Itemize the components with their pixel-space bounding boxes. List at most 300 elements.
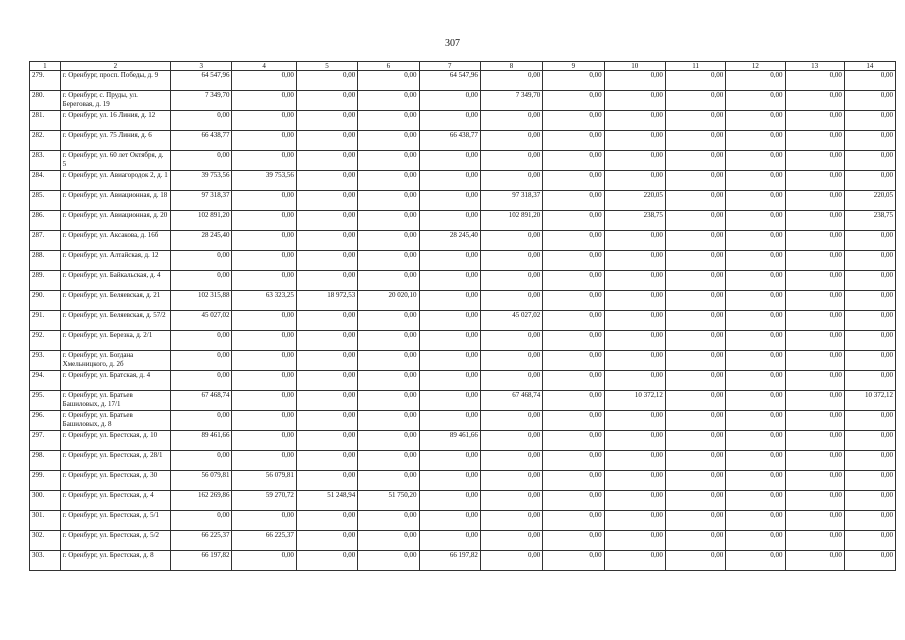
row-number: 288. (30, 251, 61, 271)
value-cell: 66 438,77 (419, 131, 480, 151)
value-cell: 0,00 (543, 291, 604, 311)
value-cell: 97 318,37 (480, 191, 542, 211)
value-cell: 0,00 (232, 331, 296, 351)
value-cell: 0,00 (296, 371, 357, 391)
column-header: 4 (232, 62, 296, 71)
value-cell: 0,00 (604, 291, 665, 311)
value-cell: 0,00 (665, 511, 725, 531)
value-cell: 0,00 (171, 331, 232, 351)
value-cell: 0,00 (726, 451, 785, 471)
value-cell: 0,00 (726, 231, 785, 251)
value-cell: 0,00 (480, 131, 542, 151)
value-cell: 0,00 (232, 431, 296, 451)
address-cell: г. Оренбург, ул. Богдана Хмельницкого, д. 2б (60, 351, 170, 371)
row-number: 284. (30, 171, 61, 191)
address-cell: г. Оренбург, ул. Брестская, д. 30 (60, 471, 170, 491)
table-row (30, 151, 896, 171)
address-cell: г. Оренбург, ул. Брестская, д. 4 (60, 491, 170, 511)
value-cell: 0,00 (844, 231, 895, 251)
value-cell: 0,00 (358, 151, 419, 171)
value-cell: 0,00 (296, 151, 357, 171)
value-cell: 0,00 (171, 111, 232, 131)
value-cell: 64 547,96 (419, 71, 480, 91)
value-cell: 0,00 (543, 211, 604, 231)
value-cell: 0,00 (358, 91, 419, 111)
value-cell: 0,00 (419, 111, 480, 131)
value-cell: 102 891,20 (171, 211, 232, 231)
value-cell: 0,00 (726, 511, 785, 531)
value-cell: 0,00 (604, 311, 665, 331)
row-number: 303. (30, 551, 61, 571)
value-cell: 0,00 (296, 131, 357, 151)
value-cell: 0,00 (665, 551, 725, 571)
value-cell: 0,00 (296, 411, 357, 431)
value-cell: 0,00 (358, 551, 419, 571)
value-cell: 0,00 (543, 191, 604, 211)
value-cell: 0,00 (665, 371, 725, 391)
value-cell: 0,00 (419, 451, 480, 471)
value-cell: 56 079,81 (232, 471, 296, 491)
table-row (30, 211, 896, 231)
value-cell: 0,00 (543, 71, 604, 91)
value-cell: 0,00 (543, 131, 604, 151)
value-cell: 0,00 (844, 111, 895, 131)
value-cell: 0,00 (604, 151, 665, 171)
value-cell: 0,00 (543, 531, 604, 551)
value-cell: 0,00 (480, 151, 542, 171)
value-cell: 0,00 (726, 211, 785, 231)
value-cell: 66 197,82 (171, 551, 232, 571)
value-cell: 0,00 (171, 511, 232, 531)
table-row (30, 311, 896, 331)
value-cell: 0,00 (726, 351, 785, 371)
address-cell: г. Оренбург, ул. Авиагородок 2, д. 1 (60, 171, 170, 191)
value-cell: 0,00 (785, 371, 844, 391)
value-cell: 97 318,37 (171, 191, 232, 211)
value-cell: 0,00 (480, 231, 542, 251)
value-cell: 0,00 (665, 451, 725, 471)
value-cell: 0,00 (419, 471, 480, 491)
value-cell: 0,00 (480, 451, 542, 471)
table-row (30, 91, 896, 111)
value-cell: 0,00 (665, 331, 725, 351)
value-cell: 63 323,25 (232, 291, 296, 311)
value-cell: 0,00 (358, 431, 419, 451)
value-cell: 238,75 (844, 211, 895, 231)
value-cell: 0,00 (419, 371, 480, 391)
address-cell: г. Оренбург, ул. Брестская, д. 28/1 (60, 451, 170, 471)
value-cell: 0,00 (543, 271, 604, 291)
column-header: 14 (844, 62, 895, 71)
value-cell: 0,00 (419, 391, 480, 411)
value-cell: 0,00 (419, 351, 480, 371)
value-cell: 0,00 (604, 251, 665, 271)
value-cell: 0,00 (419, 491, 480, 511)
value-cell: 0,00 (419, 211, 480, 231)
row-number: 293. (30, 351, 61, 371)
value-cell: 0,00 (358, 311, 419, 331)
value-cell: 0,00 (726, 131, 785, 151)
value-cell: 51 750,20 (358, 491, 419, 511)
value-cell: 0,00 (232, 411, 296, 431)
value-cell: 0,00 (785, 171, 844, 191)
value-cell: 0,00 (543, 311, 604, 331)
value-cell: 0,00 (171, 371, 232, 391)
column-header: 8 (480, 62, 542, 71)
value-cell: 0,00 (480, 371, 542, 391)
value-cell: 0,00 (844, 351, 895, 371)
row-number: 297. (30, 431, 61, 451)
value-cell: 0,00 (543, 351, 604, 371)
table-row (30, 191, 896, 211)
value-cell: 0,00 (543, 491, 604, 511)
value-cell: 0,00 (726, 291, 785, 311)
value-cell: 0,00 (480, 351, 542, 371)
value-cell: 66 225,37 (171, 531, 232, 551)
value-cell: 0,00 (296, 171, 357, 191)
value-cell: 0,00 (232, 71, 296, 91)
value-cell: 18 972,53 (296, 291, 357, 311)
value-cell: 0,00 (419, 271, 480, 291)
value-cell: 0,00 (358, 231, 419, 251)
value-cell: 0,00 (296, 351, 357, 371)
value-cell: 0,00 (665, 91, 725, 111)
value-cell: 0,00 (844, 91, 895, 111)
value-cell: 0,00 (665, 131, 725, 151)
address-cell: г. Оренбург, ул. Брестская, д. 10 (60, 431, 170, 451)
table-row (30, 351, 896, 371)
value-cell: 0,00 (604, 491, 665, 511)
value-cell: 0,00 (358, 331, 419, 351)
value-cell: 89 461,66 (419, 431, 480, 451)
row-number: 302. (30, 531, 61, 551)
value-cell: 0,00 (543, 411, 604, 431)
value-cell: 0,00 (665, 71, 725, 91)
page-number: 307 (445, 38, 460, 49)
value-cell: 28 245,40 (171, 231, 232, 251)
value-cell: 67 468,74 (480, 391, 542, 411)
value-cell: 0,00 (665, 291, 725, 311)
value-cell: 0,00 (604, 431, 665, 451)
table-row (30, 451, 896, 471)
address-cell: г. Оренбург, ул. Братьев Башиловых, д. 8 (60, 411, 170, 431)
table-row (30, 291, 896, 311)
value-cell: 0,00 (726, 151, 785, 171)
value-cell: 0,00 (785, 351, 844, 371)
value-cell: 0,00 (480, 171, 542, 191)
value-cell: 0,00 (358, 511, 419, 531)
row-number: 296. (30, 411, 61, 431)
row-number: 289. (30, 271, 61, 291)
value-cell: 0,00 (171, 151, 232, 171)
value-cell: 0,00 (171, 271, 232, 291)
row-number: 300. (30, 491, 61, 511)
address-cell: г. Оренбург, ул. Братьев Башиловых, д. 17/1 (60, 391, 170, 411)
value-cell: 0,00 (604, 91, 665, 111)
value-cell: 0,00 (419, 331, 480, 351)
value-cell: 0,00 (480, 471, 542, 491)
value-cell: 0,00 (296, 471, 357, 491)
value-cell: 0,00 (543, 171, 604, 191)
address-cell: г. Оренбург, ул. Братская, д. 4 (60, 371, 170, 391)
value-cell: 0,00 (171, 251, 232, 271)
value-cell: 0,00 (296, 551, 357, 571)
value-cell: 0,00 (480, 251, 542, 271)
value-cell: 0,00 (358, 71, 419, 91)
value-cell: 0,00 (358, 131, 419, 151)
value-cell: 220,05 (844, 191, 895, 211)
table-row (30, 391, 896, 411)
value-cell: 0,00 (419, 251, 480, 271)
column-header: 11 (665, 62, 725, 71)
value-cell: 0,00 (480, 491, 542, 511)
value-cell: 0,00 (480, 411, 542, 431)
address-cell: г. Оренбург, просп. Победы, д. 9 (60, 71, 170, 91)
value-cell: 0,00 (665, 471, 725, 491)
value-cell: 0,00 (480, 291, 542, 311)
value-cell: 0,00 (726, 91, 785, 111)
address-cell: г. Оренбург, ул. 60 лет Октября, д. 5 (60, 151, 170, 171)
value-cell: 162 269,86 (171, 491, 232, 511)
value-cell: 0,00 (543, 371, 604, 391)
value-cell: 0,00 (171, 411, 232, 431)
table-row (30, 231, 896, 251)
value-cell: 0,00 (726, 111, 785, 131)
value-cell: 0,00 (726, 311, 785, 331)
value-cell: 0,00 (419, 91, 480, 111)
value-cell: 0,00 (419, 531, 480, 551)
value-cell: 0,00 (604, 71, 665, 91)
value-cell: 0,00 (296, 331, 357, 351)
value-cell: 0,00 (419, 151, 480, 171)
value-cell: 0,00 (844, 311, 895, 331)
table-row (30, 331, 896, 351)
value-cell: 0,00 (726, 251, 785, 271)
value-cell: 0,00 (844, 411, 895, 431)
value-cell: 0,00 (785, 471, 844, 491)
value-cell: 0,00 (480, 551, 542, 571)
value-cell: 0,00 (358, 411, 419, 431)
value-cell: 0,00 (604, 511, 665, 531)
column-header: 3 (171, 62, 232, 71)
value-cell: 0,00 (480, 111, 542, 131)
value-cell: 0,00 (665, 491, 725, 511)
value-cell: 0,00 (785, 511, 844, 531)
value-cell: 0,00 (785, 551, 844, 571)
address-cell: г. Оренбург, ул. Брестская, д. 8 (60, 551, 170, 571)
value-cell: 0,00 (785, 531, 844, 551)
value-cell: 0,00 (785, 231, 844, 251)
value-cell: 0,00 (480, 511, 542, 531)
value-cell: 59 270,72 (232, 491, 296, 511)
value-cell: 0,00 (785, 91, 844, 111)
address-cell: г. Оренбург, ул. Беляевская, д. 57/2 (60, 311, 170, 331)
value-cell: 7 349,70 (480, 91, 542, 111)
row-number: 287. (30, 231, 61, 251)
value-cell: 0,00 (726, 171, 785, 191)
value-cell: 56 079,81 (171, 471, 232, 491)
value-cell: 0,00 (726, 411, 785, 431)
value-cell: 0,00 (844, 331, 895, 351)
value-cell: 0,00 (844, 151, 895, 171)
table-row (30, 111, 896, 131)
value-cell: 0,00 (232, 511, 296, 531)
value-cell: 0,00 (232, 311, 296, 331)
value-cell: 0,00 (665, 431, 725, 451)
value-cell: 0,00 (785, 391, 844, 411)
row-number: 285. (30, 191, 61, 211)
value-cell: 0,00 (358, 471, 419, 491)
value-cell: 0,00 (665, 171, 725, 191)
value-cell: 66 438,77 (171, 131, 232, 151)
value-cell: 0,00 (726, 551, 785, 571)
row-number: 294. (30, 371, 61, 391)
row-number: 292. (30, 331, 61, 351)
value-cell: 0,00 (543, 511, 604, 531)
row-number: 281. (30, 111, 61, 131)
value-cell: 7 349,70 (171, 91, 232, 111)
value-cell: 45 027,02 (480, 311, 542, 331)
value-cell: 0,00 (232, 551, 296, 571)
value-cell: 0,00 (419, 191, 480, 211)
table-row (30, 371, 896, 391)
row-number: 286. (30, 211, 61, 231)
address-cell: г. Оренбург, ул. Байкальская, д. 4 (60, 271, 170, 291)
value-cell: 0,00 (543, 391, 604, 411)
value-cell: 0,00 (296, 71, 357, 91)
value-cell: 64 547,96 (171, 71, 232, 91)
value-cell: 0,00 (543, 431, 604, 451)
value-cell: 0,00 (358, 191, 419, 211)
address-cell: г. Оренбург, ул. Березка, д. 2/1 (60, 331, 170, 351)
value-cell: 89 461,66 (171, 431, 232, 451)
value-cell: 45 027,02 (171, 311, 232, 331)
value-cell: 66 197,82 (419, 551, 480, 571)
value-cell: 0,00 (543, 471, 604, 491)
table-header-row (30, 62, 896, 71)
value-cell: 0,00 (604, 551, 665, 571)
value-cell: 0,00 (171, 451, 232, 471)
column-header: 5 (296, 62, 357, 71)
value-cell: 66 225,37 (232, 531, 296, 551)
value-cell: 0,00 (665, 231, 725, 251)
value-cell: 0,00 (844, 511, 895, 531)
row-number: 280. (30, 91, 61, 111)
value-cell: 0,00 (543, 91, 604, 111)
value-cell: 0,00 (785, 151, 844, 171)
table-row (30, 171, 896, 191)
value-cell: 0,00 (785, 291, 844, 311)
value-cell: 0,00 (844, 71, 895, 91)
row-number: 279. (30, 71, 61, 91)
value-cell: 0,00 (665, 531, 725, 551)
row-number: 291. (30, 311, 61, 331)
value-cell: 0,00 (232, 351, 296, 371)
value-cell: 0,00 (543, 231, 604, 251)
value-cell: 0,00 (604, 231, 665, 251)
value-cell: 20 020,10 (358, 291, 419, 311)
value-cell: 0,00 (604, 531, 665, 551)
value-cell: 0,00 (419, 411, 480, 431)
address-cell: г. Оренбург, ул. Аксакова, д. 16б (60, 231, 170, 251)
value-cell: 0,00 (785, 131, 844, 151)
value-cell: 0,00 (232, 251, 296, 271)
value-cell: 0,00 (844, 371, 895, 391)
value-cell: 0,00 (726, 191, 785, 211)
value-cell: 0,00 (232, 211, 296, 231)
value-cell: 0,00 (543, 111, 604, 131)
value-cell: 0,00 (358, 371, 419, 391)
value-cell: 0,00 (665, 271, 725, 291)
value-cell: 0,00 (726, 71, 785, 91)
value-cell: 28 245,40 (419, 231, 480, 251)
column-header: 7 (419, 62, 480, 71)
value-cell: 102 315,88 (171, 291, 232, 311)
value-cell: 0,00 (785, 191, 844, 211)
value-cell: 0,00 (296, 91, 357, 111)
value-cell: 0,00 (604, 111, 665, 131)
value-cell: 0,00 (604, 171, 665, 191)
table-row (30, 271, 896, 291)
value-cell: 0,00 (171, 351, 232, 371)
value-cell: 0,00 (665, 151, 725, 171)
value-cell: 0,00 (726, 271, 785, 291)
column-header: 1 (30, 62, 61, 71)
table-row (30, 71, 896, 91)
value-cell: 0,00 (665, 311, 725, 331)
value-cell: 0,00 (604, 371, 665, 391)
value-cell: 0,00 (604, 451, 665, 471)
value-cell: 39 753,56 (171, 171, 232, 191)
value-cell: 0,00 (785, 451, 844, 471)
address-cell: г. Оренбург, ул. Авиационная, д. 20 (60, 211, 170, 231)
value-cell: 0,00 (419, 511, 480, 531)
column-header: 13 (785, 62, 844, 71)
address-cell: г. Оренбург, с. Пруды, ул. Береговая, д. 19 (60, 91, 170, 111)
row-number: 295. (30, 391, 61, 411)
value-cell: 0,00 (232, 271, 296, 291)
value-cell: 0,00 (604, 411, 665, 431)
value-cell: 0,00 (480, 71, 542, 91)
value-cell: 0,00 (296, 191, 357, 211)
value-cell: 0,00 (604, 131, 665, 151)
value-cell: 0,00 (785, 491, 844, 511)
value-cell: 0,00 (726, 471, 785, 491)
value-cell: 0,00 (844, 171, 895, 191)
address-cell: г. Оренбург, ул. Брестская, д. 5/1 (60, 511, 170, 531)
value-cell: 0,00 (296, 211, 357, 231)
value-cell: 0,00 (358, 251, 419, 271)
value-cell: 0,00 (358, 351, 419, 371)
value-cell: 0,00 (785, 111, 844, 131)
value-cell: 0,00 (844, 491, 895, 511)
value-cell: 0,00 (726, 331, 785, 351)
table-row (30, 511, 896, 531)
address-cell: г. Оренбург, ул. Авиационная, д. 18 (60, 191, 170, 211)
value-cell: 0,00 (844, 251, 895, 271)
value-cell: 0,00 (665, 391, 725, 411)
value-cell: 0,00 (665, 111, 725, 131)
address-cell: г. Оренбург, ул. Беляевская, д. 21 (60, 291, 170, 311)
value-cell: 0,00 (844, 291, 895, 311)
row-number: 298. (30, 451, 61, 471)
value-cell: 0,00 (726, 431, 785, 451)
value-cell: 0,00 (844, 131, 895, 151)
value-cell: 0,00 (296, 271, 357, 291)
value-cell: 0,00 (604, 471, 665, 491)
value-cell: 0,00 (419, 311, 480, 331)
value-cell: 0,00 (419, 291, 480, 311)
